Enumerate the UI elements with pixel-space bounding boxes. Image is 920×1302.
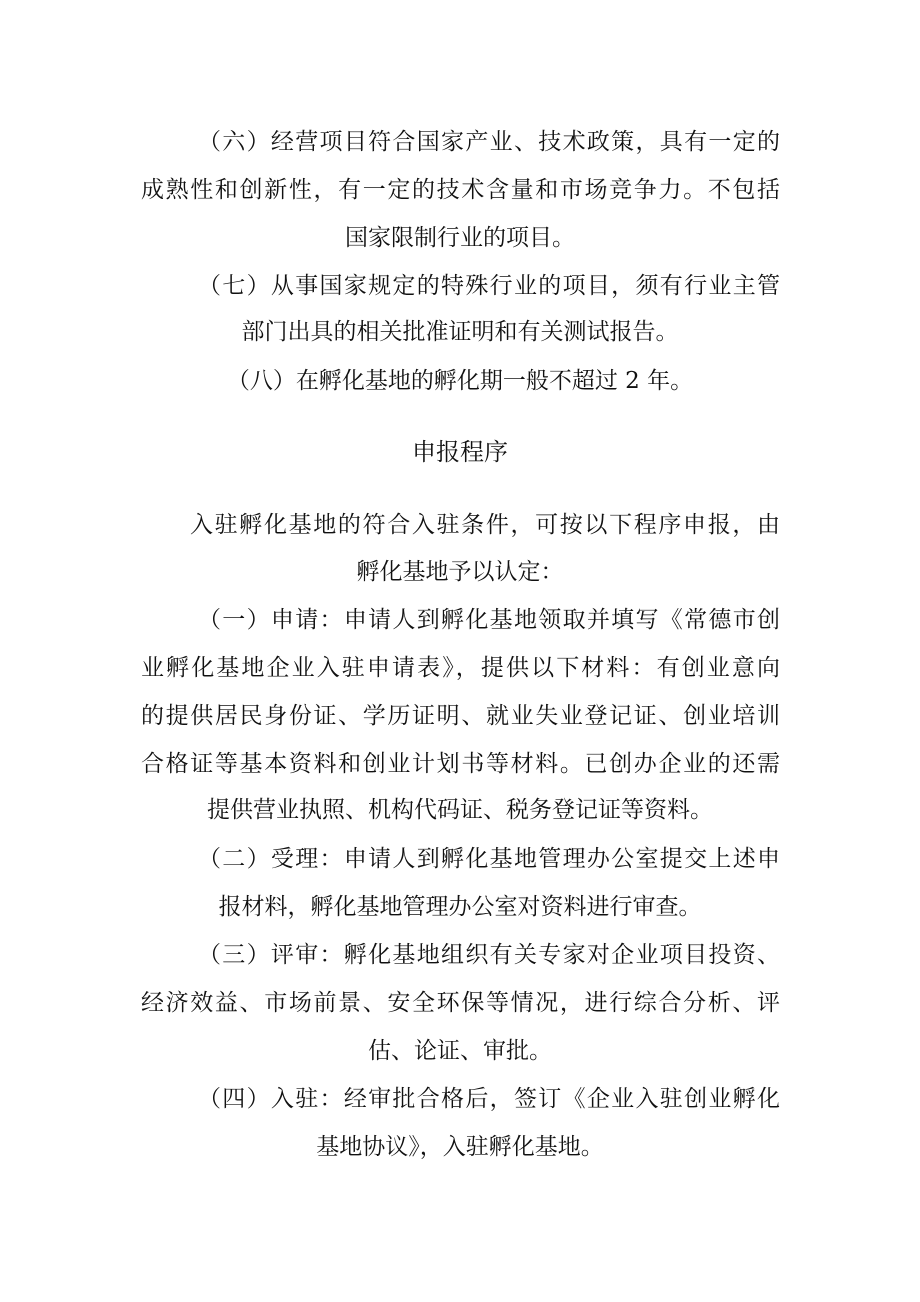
step-3-line-2: 经济效益、市场前景、安全环保等情况，进行综合分析、评 <box>141 990 780 1016</box>
intro-line-1: 入驻孵化基地的符合入驻条件，可按以下程序申报，由 <box>190 512 780 538</box>
item-6-line-1: （六）经营项目符合国家产业、技术政策，具有一定的 <box>198 129 780 155</box>
step-1-line-2: 业孵化基地企业入驻申请表》，提供以下材料：有创业意向 <box>141 655 780 681</box>
item-7-line-2: 部门出具的相关批准证明和有关测试报告。 <box>241 319 679 345</box>
item-8-line-1: （八）在孵化基地的孵化期一般不超过 2 年。 <box>226 368 694 394</box>
step-1-line-1: （一）申请：申请人到孵化基地领取并填写《常德市创 <box>198 607 780 633</box>
item-6-line-2: 成熟性和创新性，有一定的技术含量和市场竞争力。不包括 <box>141 177 780 203</box>
step-1-line-3: 的提供居民身份证、学历证明、就业失业登记证、创业培训 <box>141 703 780 729</box>
step-3-line-1: （三）评审：孵化基地组织有关专家对企业项目投资、 <box>198 942 780 968</box>
step-2-line-2: 报材料，孵化基地管理办公室对资料进行审查。 <box>218 894 702 920</box>
item-7-line-1: （七）从事国家规定的特殊行业的项目，须有行业主管 <box>198 273 780 299</box>
step-2-line-1: （二）受理：申请人到孵化基地管理办公室提交上述申 <box>198 846 780 872</box>
item-6-line-3: 国家限制行业的项目。 <box>345 225 575 251</box>
step-3-line-3: 估、论证、审批。 <box>368 1038 552 1064</box>
step-1-line-4: 合格证等基本资料和创业计划书等材料。已创办企业的还需 <box>141 751 780 777</box>
section-heading: 申报程序 <box>412 438 508 466</box>
intro-line-2: 孵化基地予以认定： <box>356 559 564 585</box>
step-1-line-5: 提供营业执照、机构代码证、税务登记证等资料。 <box>207 797 713 823</box>
step-4-line-1: （四）入驻：经审批合格后，签订《企业入驻创业孵化 <box>198 1086 780 1112</box>
step-4-line-2: 基地协议》，入驻孵化基地。 <box>316 1134 604 1160</box>
